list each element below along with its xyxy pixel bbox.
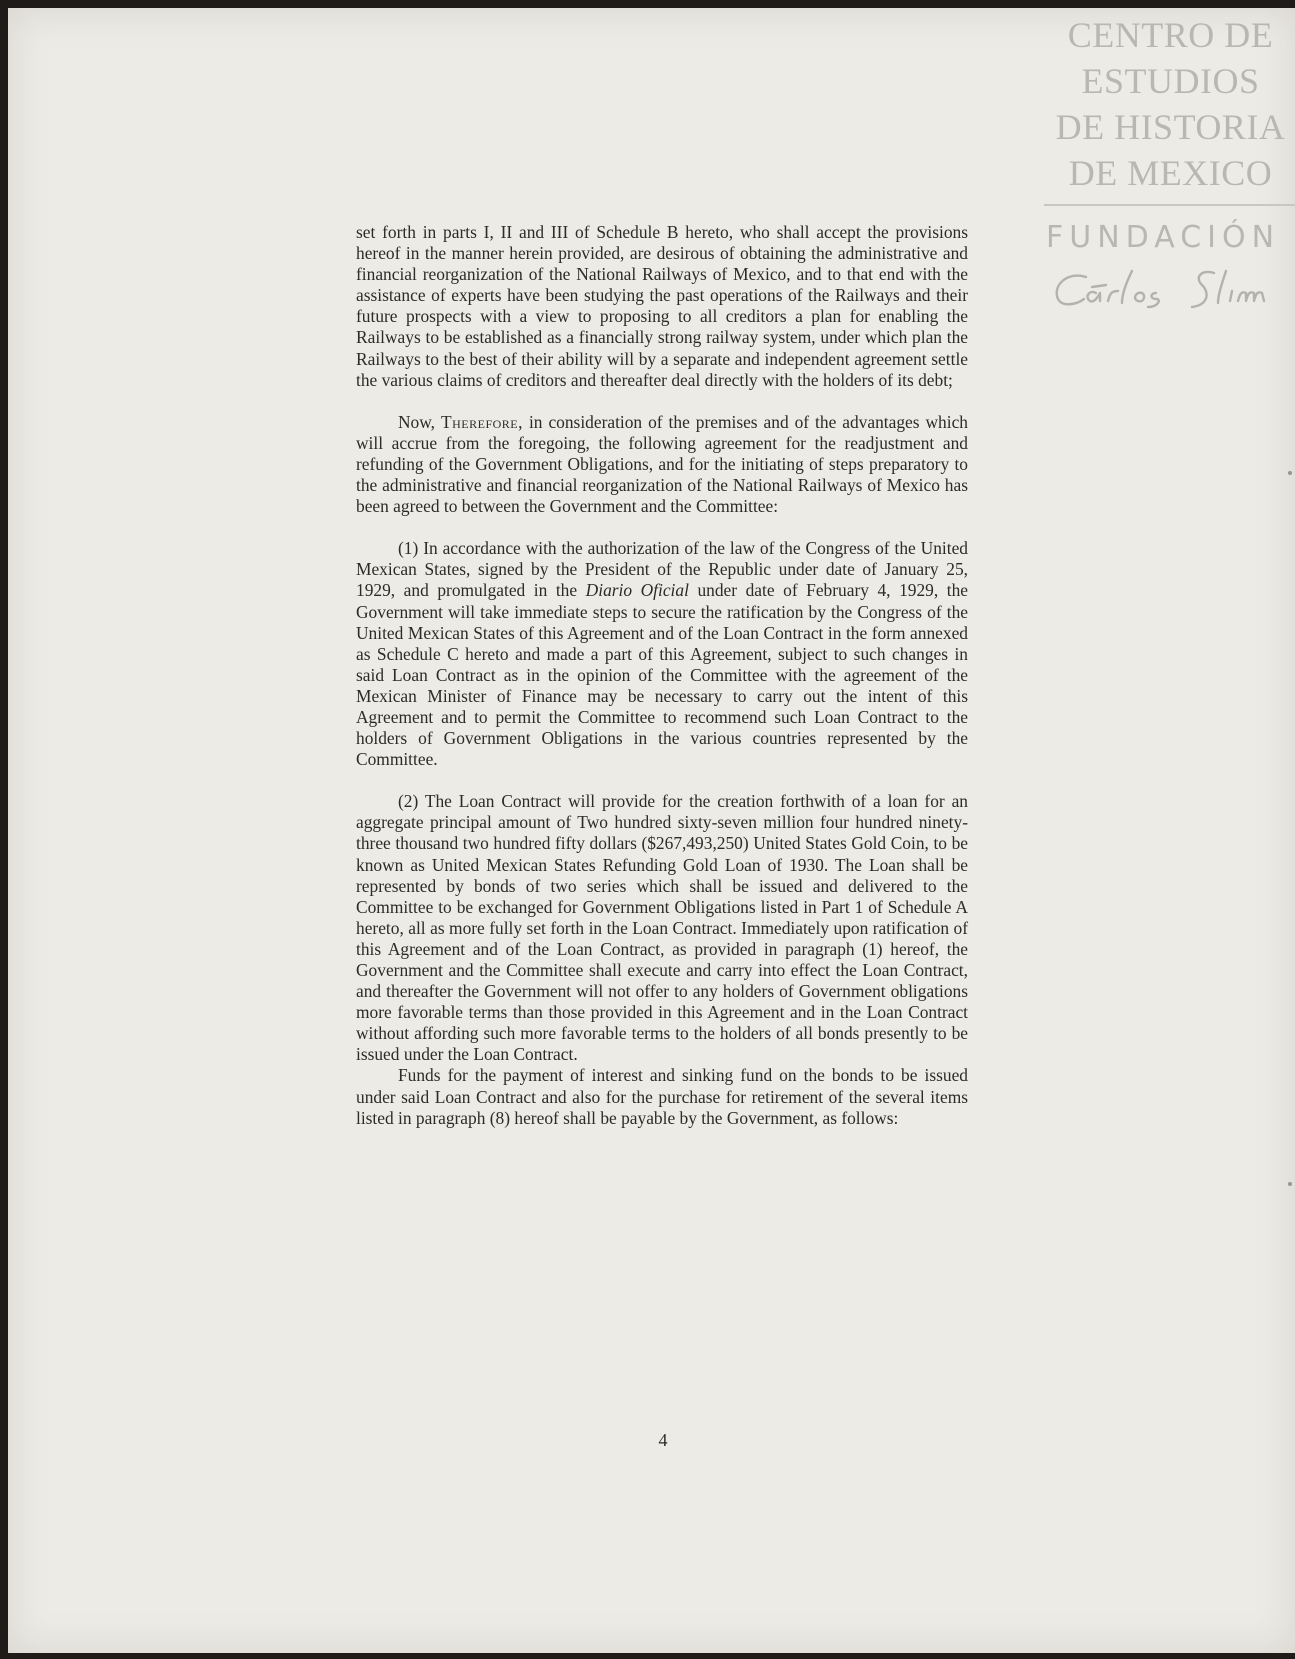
- signature-icon: [1046, 263, 1295, 315]
- paper-speck: [1288, 471, 1292, 475]
- clause-1-text-a: (1) In accordance with the authorization of the law of the Congress of the United Mexican States, signed by the President of the Republic under date of January 25, 1929, and promulgated in the: [356, 538, 968, 601]
- signature-logo: [1038, 263, 1295, 320]
- archive-watermark: [1038, 12, 1295, 320]
- therefore-keyword: Therefore,: [441, 411, 523, 432]
- watermark-line: DE MEXICO: [1068, 153, 1273, 193]
- paper-speck: [1288, 1182, 1292, 1186]
- document-body: [356, 222, 968, 1129]
- watermark-fundacion: FUNDACIÓN: [1046, 220, 1281, 255]
- watermark-divider: [1044, 204, 1295, 206]
- therefore-text: in consideration of the premises and of the advantages which will accrue from the foregoing, the following agreement for the readjustment and refunding of the Government Obligations, and for the initiating of steps preparatory to the administrative and financial reorganization of the National Railways of Mexico has been agreed to between the Government and the Committee:: [356, 411, 968, 517]
- therefore-lead: Now,: [398, 411, 436, 432]
- paragraph-recital: set forth in parts I, II and III of Schedule B hereto, who shall accept the provisions hereof in the manner herein provided, are desirous of obtaining the administrative and financial reorganization of the National Railways of Mexico, and to that end with the assistance of experts have been studying the past operations of the Railways and their future prospects with a view to proposing to all creditors a plan for enabling the Railways to be established as a financially strong railway system, under which plan the Railways to the best of their ability will by a separate and independent agreement settle the various claims of creditors and thereafter deal directly with the holders of its debt;: [356, 222, 968, 390]
- clause-1-text-b: under date of February 4, 1929, the Government will take immediate steps to secure the ratification by the Congress of the United Mexican States of this Agreement and of the Loan Contract in the form annexed as Schedule C hereto and made a part of this Agreement, subject to such changes in said Loan Contract as in the opinion of the Committee with the agreement of the Mexican Minister of Finance may be necessary to carry out the intent of this Agreement and to permit the Committee to recommend such Loan Contract to the holders of Government Obligations in the various countries represented by the Committee.: [356, 580, 968, 770]
- watermark-line: DE HISTORIA: [1055, 107, 1286, 147]
- document-page: [8, 8, 1295, 1653]
- paragraph-clause-2: (2) The Loan Contract will provide for the creation forthwith of a loan for an aggregate principal amount of Two hundred sixty-seven million four hundred ninety-three thousand two hundred fifty dollars ($267,493,250) United States Gold Coin, to be known as United Mexican States Refunding Gold Loan of 1930. The Loan shall be represented by bonds of two series which shall be issued and delivered to the Committee to be exchanged for Government Obligations listed in Part 1 of Schedule A hereto, all as more fully set forth in the Loan Contract. Immediately upon ratification of this Agreement and of the Loan Contract, as provided in paragraph (1) hereof, the Government and the Committee shall execute and carry into effect the Loan Contract, and thereafter the Government will not offer to any holders of Government obligations more favorable terms than those provided in this Agreement and in the Loan Contract without affording such more favorable terms to the holders of all bonds presently to be issued under the Loan Contract.: [356, 791, 968, 1065]
- watermark-line: CENTRO DE: [1067, 15, 1274, 55]
- paragraph-clause-1: [356, 538, 968, 770]
- page-number: 4: [658, 1430, 668, 1450]
- paragraph-therefore: [356, 412, 968, 517]
- paragraph-funds: Funds for the payment of interest and sinking fund on the bonds to be issued under said Loan Contract and also for the purchase for retirement of the several items listed in paragraph (8) hereof shall be payable by the Government, as follows:: [356, 1065, 968, 1128]
- watermark-line: ESTUDIOS: [1081, 61, 1260, 101]
- diario-oficial-title: Diario Oficial: [585, 580, 689, 601]
